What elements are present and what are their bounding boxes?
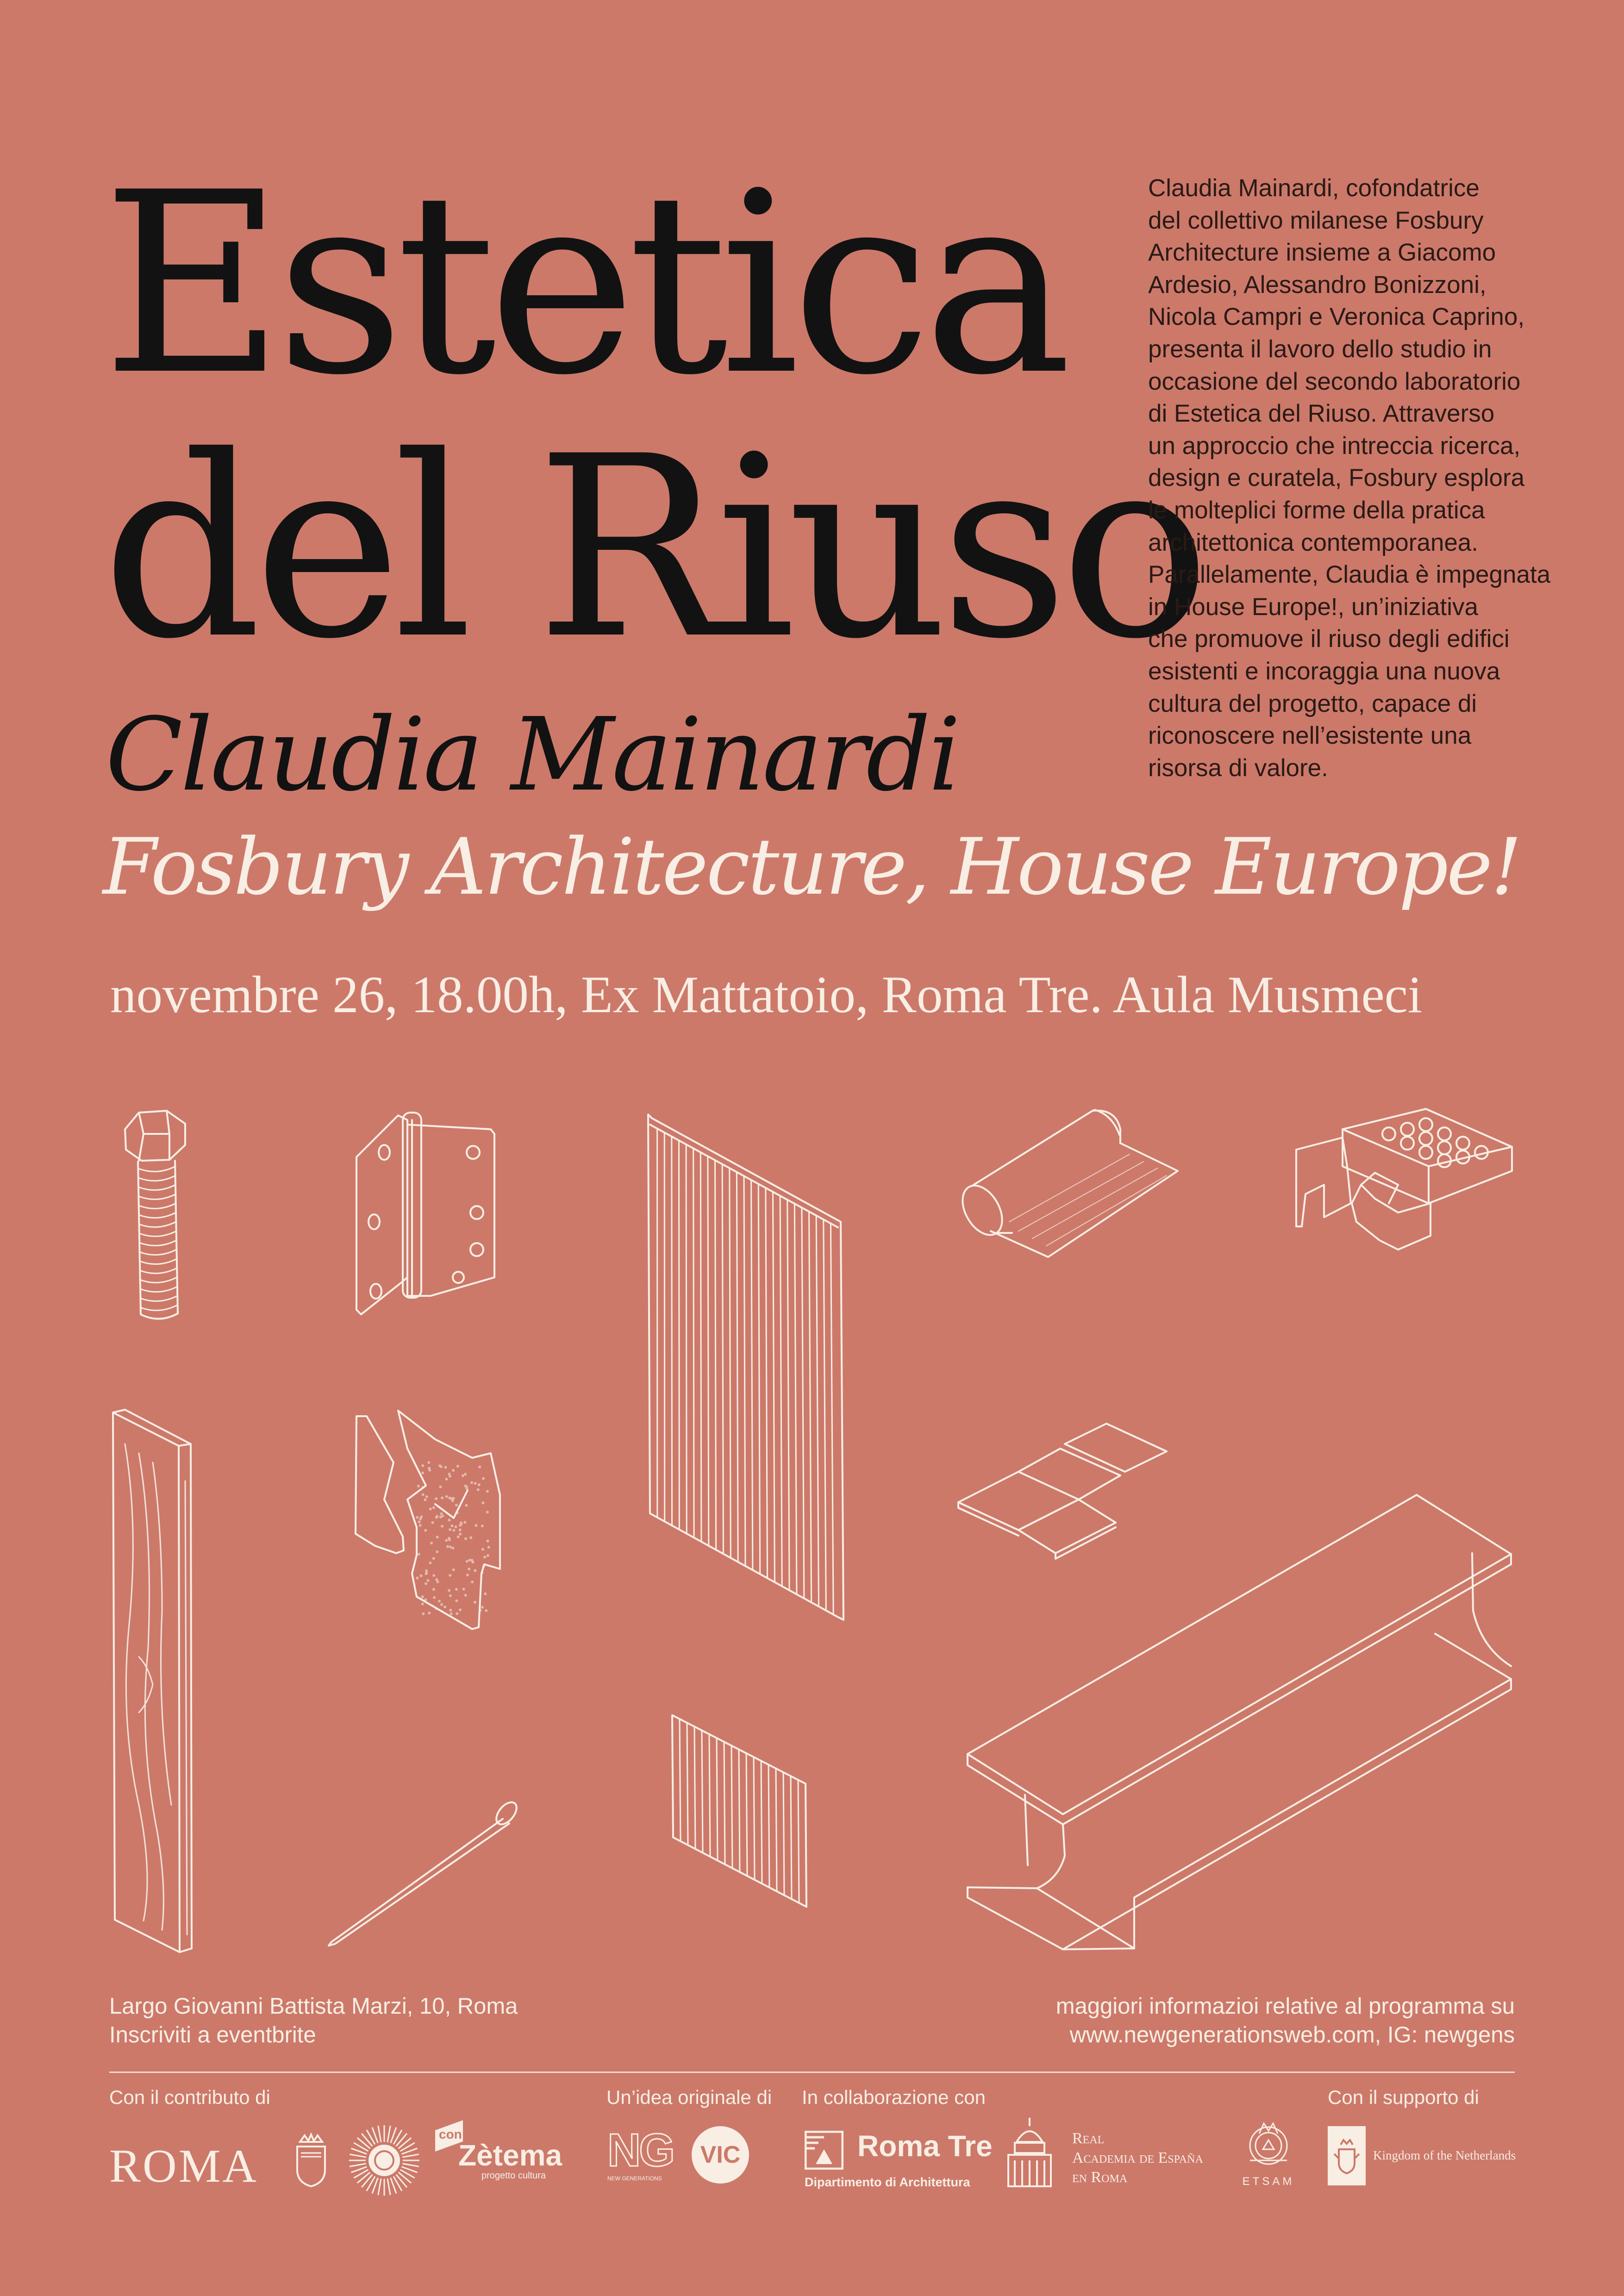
bio-line: esistenti e incoraggia una nuova (1148, 657, 1500, 685)
new-generations-logo (607, 2124, 673, 2182)
netherlands-lion-icon (1328, 2126, 1366, 2185)
bio-line: cultura del progetto, capace di (1148, 690, 1477, 717)
bio-line: architettonica contemporanea. (1148, 529, 1478, 556)
speaker-affiliation: Fosbury Architecture, House Europe! (103, 821, 1520, 912)
hinge-icon (356, 1113, 494, 1314)
corrugated-sheet-icon (672, 1715, 806, 1907)
broken-tile-icon (356, 1411, 500, 1629)
bio-line: Parallelamente, Claudia è impegnata (1148, 561, 1551, 589)
bio-line: le molteplici forme della pratica (1148, 496, 1485, 524)
roma-logo: ROMA (109, 2140, 259, 2192)
zetema-subtitle: progetto cultura (481, 2171, 546, 2181)
floor-tiles-icon (958, 1424, 1167, 1559)
bio-line: occasione del secondo laboratorio (1148, 367, 1521, 395)
bio-line: del collettivo milanese Fosbury (1148, 206, 1484, 234)
roma-tre-subtitle: Dipartimento di Architettura (805, 2175, 970, 2189)
netherlands-name: Kingdom of the Netherlands (1373, 2148, 1516, 2162)
academia-building-icon (1006, 2116, 1054, 2189)
vic-mark: VIC (700, 2141, 741, 2168)
credit-label-support: Con il supporto di (1328, 2086, 1479, 2108)
bio-line: risorsa di valore. (1148, 754, 1328, 782)
etsam-name: ETSAM (1242, 2175, 1295, 2188)
academia-line-3: en Roma (1072, 2169, 1128, 2186)
sun-emblem-icon (347, 2123, 421, 2197)
info-text: maggiori informazioi relative al programma su (1056, 1994, 1515, 2019)
roma-crest-icon (293, 2133, 330, 2188)
bio-line: Ardesio, Alessandro Bonizzoni, (1148, 271, 1487, 299)
bolt-icon (125, 1111, 185, 1319)
bio-line: riconoscere nell’esistente una (1148, 722, 1472, 750)
speaker-name: Claudia Mainardi (106, 697, 959, 814)
roma-tre-icon (805, 2131, 843, 2170)
etsam-seal-icon (1241, 2117, 1296, 2172)
steel-i-beam-icon (968, 1495, 1511, 1949)
bio-line: che promuove il riuso degli edifici (1148, 625, 1510, 653)
event-details: novembre 26, 18.00h, Ex Mattatoio, Roma Tre. Aula Musmeci (110, 966, 1423, 1024)
title-line-1: Estetica (102, 139, 1064, 430)
bio-line: Nicola Campri e Veronica Caprino, (1148, 303, 1525, 331)
bio-line: di Estetica del Riuso. Attraverso (1148, 400, 1495, 428)
info-website[interactable]: www.newgenerationsweb.com, IG: newgens (1069, 2022, 1515, 2047)
corrugated-panel-icon (648, 1114, 843, 1620)
perforated-bricks-icon (1296, 1109, 1512, 1250)
venue-address: Largo Giovanni Battista Marzi, 10, Roma (109, 1994, 518, 2019)
zetema-name: Zètema (458, 2139, 562, 2172)
bio-line: un approccio che intreccia ricerca, (1148, 432, 1521, 460)
bio-line: Claudia Mainardi, cofondatrice (1148, 174, 1480, 202)
credit-label-collab: In collaborazione con (802, 2086, 986, 2108)
registration-link[interactable]: Inscriviti a eventbrite (109, 2022, 316, 2047)
netherlands-crest-box (1328, 2126, 1366, 2185)
title-line-2: del Riuso (102, 403, 1202, 694)
fabric-roll-icon (955, 1110, 1178, 1257)
bio-line: in House Europe!, un’iniziativa (1148, 593, 1478, 621)
bio-line: design e curatela, Fosbury esplora (1148, 464, 1525, 492)
vic-logo (692, 2126, 749, 2184)
footer-divider (109, 2072, 1515, 2073)
academia-logo (1072, 2129, 1203, 2187)
bio-line: Architecture insieme a Giacomo (1148, 239, 1496, 267)
academia-line-1: Real (1072, 2130, 1105, 2147)
credit-label-idea: Un’idea originale di (606, 2086, 772, 2108)
nail-icon (329, 1798, 520, 1946)
zetema-con: con (439, 2127, 462, 2141)
ng-subtitle: NEW GENERATIONS (607, 2175, 662, 2182)
ng-mark: NG (607, 2124, 673, 2176)
academia-line-2: Academia de España (1072, 2149, 1203, 2166)
bio-line: presenta il lavoro dello studio in (1148, 335, 1492, 363)
credit-label-contributo: Con il contributo di (109, 2086, 270, 2108)
wood-plank-icon (113, 1410, 192, 1952)
roma-tre-name: Roma Tre (857, 2129, 993, 2163)
